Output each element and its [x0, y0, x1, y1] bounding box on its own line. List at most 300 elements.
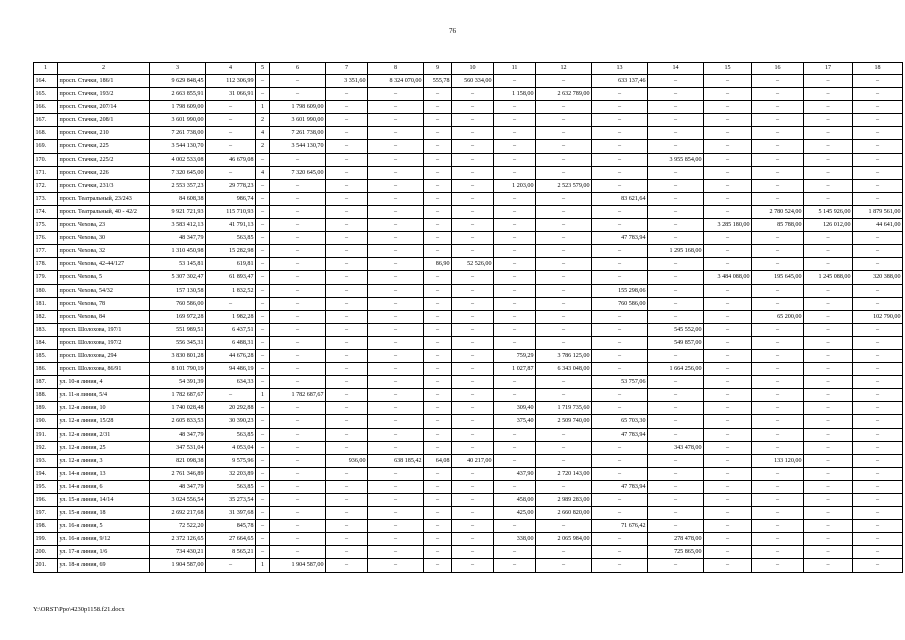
value-cell: – [853, 441, 903, 454]
value-cell: 1 904 587,00 [150, 559, 206, 572]
value-cell: 102 790,00 [853, 310, 903, 323]
address-cell: просп. Стачки, 207/14 [58, 101, 150, 114]
value-cell: – [648, 389, 704, 402]
value-cell: – [368, 88, 424, 101]
address-cell: ул. 11-я линия, 5/4 [58, 389, 150, 402]
value-cell: 4 [256, 166, 270, 179]
value-cell: – [452, 101, 494, 114]
value-cell: 545 552,00 [648, 323, 704, 336]
value-cell: – [270, 179, 326, 192]
value-cell: – [452, 310, 494, 323]
value-cell: – [494, 559, 536, 572]
value-cell: – [648, 480, 704, 493]
table-row [34, 232, 903, 245]
table-row [34, 480, 903, 493]
value-cell: 40 217,00 [452, 454, 494, 467]
value-cell: – [536, 271, 592, 284]
row-number-cell: 194. [34, 467, 58, 480]
value-cell: – [368, 140, 424, 153]
value-cell: 29 778,23 [206, 179, 256, 192]
value-cell: – [804, 284, 853, 297]
value-cell: – [752, 101, 804, 114]
value-cell: – [256, 520, 270, 533]
value-cell: – [592, 441, 648, 454]
column-number-11: 11 [494, 63, 536, 75]
value-cell: – [270, 297, 326, 310]
address-cell: ул. 12-я линия, 10 [58, 402, 150, 415]
value-cell: – [424, 232, 452, 245]
address-cell: просп. Чехова, 84 [58, 310, 150, 323]
value-cell: – [704, 153, 752, 166]
table-row [34, 520, 903, 533]
address-cell: просп. Театральный, 23/243 [58, 192, 150, 205]
value-cell: 555,78 [424, 75, 452, 88]
value-cell: – [494, 101, 536, 114]
value-cell: – [494, 166, 536, 179]
value-cell: 84 608,38 [150, 192, 206, 205]
value-cell: – [752, 389, 804, 402]
row-number-cell: 195. [34, 480, 58, 493]
address-cell: просп. Стачки, 225/2 [58, 153, 150, 166]
value-cell: – [704, 415, 752, 428]
value-cell: – [536, 101, 592, 114]
address-cell: ул. 14-я линия, 13 [58, 467, 150, 480]
value-cell: 760 586,00 [592, 297, 648, 310]
value-cell: – [368, 205, 424, 218]
value-cell: – [256, 533, 270, 546]
value-cell: 3 601 990,00 [270, 114, 326, 127]
value-cell: – [853, 376, 903, 389]
value-cell: – [256, 179, 270, 192]
value-cell: 94 486,19 [206, 363, 256, 376]
value-cell: – [804, 75, 853, 88]
value-cell: – [452, 232, 494, 245]
value-cell: – [853, 323, 903, 336]
value-cell: – [592, 179, 648, 192]
value-cell: – [804, 428, 853, 441]
value-cell: – [853, 480, 903, 493]
address-cell: ул. 12-я линия, 15/28 [58, 415, 150, 428]
address-cell: просп. Чехова, 78 [58, 297, 150, 310]
table-row [34, 127, 903, 140]
value-cell: – [494, 336, 536, 349]
value-cell: 338,00 [494, 533, 536, 546]
value-cell: – [424, 402, 452, 415]
value-cell: – [536, 114, 592, 127]
value-cell: – [804, 363, 853, 376]
value-cell: 1 904 587,00 [270, 559, 326, 572]
row-number-cell: 169. [34, 140, 58, 153]
value-cell: – [270, 494, 326, 507]
value-cell: 1 [256, 559, 270, 572]
address-cell: просп. Чехова, 42-44/127 [58, 258, 150, 271]
value-cell: 845,78 [206, 520, 256, 533]
value-cell: – [256, 75, 270, 88]
value-cell: 8 101 790,19 [150, 363, 206, 376]
value-cell: 1 664 256,00 [648, 363, 704, 376]
table-row [34, 376, 903, 389]
value-cell: – [424, 507, 452, 520]
value-cell: 52 526,00 [452, 258, 494, 271]
value-cell: – [804, 166, 853, 179]
value-cell: – [853, 467, 903, 480]
value-cell: – [648, 467, 704, 480]
value-cell: 9 629 848,45 [150, 75, 206, 88]
value-cell: 115 710,93 [206, 205, 256, 218]
value-cell: – [256, 402, 270, 415]
value-cell: – [704, 88, 752, 101]
value-cell: – [368, 192, 424, 205]
value-cell: 619,81 [206, 258, 256, 271]
table-row [34, 467, 903, 480]
table-row [34, 494, 903, 507]
value-cell: 4 002 533,08 [150, 153, 206, 166]
value-cell: 725 865,00 [648, 546, 704, 559]
value-cell: – [704, 428, 752, 441]
row-number-cell: 175. [34, 219, 58, 232]
value-cell: – [452, 192, 494, 205]
value-cell: – [326, 546, 368, 559]
table-row [34, 349, 903, 362]
value-cell: 278 478,00 [648, 533, 704, 546]
value-cell: – [270, 376, 326, 389]
value-cell: – [256, 546, 270, 559]
value-cell: – [326, 428, 368, 441]
value-cell: – [368, 415, 424, 428]
value-cell: – [256, 323, 270, 336]
value-cell: – [648, 205, 704, 218]
value-cell: – [270, 441, 326, 454]
value-cell: – [804, 494, 853, 507]
value-cell: – [452, 166, 494, 179]
value-cell: – [368, 271, 424, 284]
value-cell: 425,00 [494, 507, 536, 520]
value-cell: 126 012,00 [804, 219, 853, 232]
value-cell: – [326, 415, 368, 428]
value-cell: – [853, 75, 903, 88]
value-cell: – [368, 441, 424, 454]
value-cell: 3 955 854,00 [648, 153, 704, 166]
value-cell: – [494, 258, 536, 271]
value-cell: – [648, 88, 704, 101]
row-number-cell: 184. [34, 336, 58, 349]
value-cell: – [424, 441, 452, 454]
value-cell: – [592, 127, 648, 140]
value-cell: – [752, 336, 804, 349]
value-cell: – [270, 192, 326, 205]
value-cell: – [704, 520, 752, 533]
value-cell: 1 310 450,98 [150, 245, 206, 258]
value-cell: – [326, 559, 368, 572]
value-cell: – [368, 533, 424, 546]
value-cell: 3 544 130,70 [270, 140, 326, 153]
value-cell: – [648, 520, 704, 533]
value-cell: – [270, 520, 326, 533]
value-cell: – [752, 533, 804, 546]
value-cell: – [704, 75, 752, 88]
value-cell: – [256, 258, 270, 271]
value-cell: 2 523 579,00 [536, 179, 592, 192]
row-number-cell: 190. [34, 415, 58, 428]
value-cell: – [326, 349, 368, 362]
value-cell: – [424, 480, 452, 493]
value-cell: – [648, 192, 704, 205]
value-cell: – [704, 284, 752, 297]
value-cell: – [592, 258, 648, 271]
value-cell: – [424, 297, 452, 310]
value-cell: – [704, 336, 752, 349]
value-cell: – [648, 297, 704, 310]
value-cell: – [368, 559, 424, 572]
value-cell: – [804, 533, 853, 546]
value-cell: – [648, 415, 704, 428]
value-cell: – [704, 179, 752, 192]
value-cell: – [256, 245, 270, 258]
value-cell: 1 782 687,67 [150, 389, 206, 402]
row-number-cell: 164. [34, 75, 58, 88]
value-cell: 41 791,13 [206, 219, 256, 232]
value-cell: 2 660 820,00 [536, 507, 592, 520]
value-cell: – [704, 389, 752, 402]
value-cell: – [704, 310, 752, 323]
row-number-cell: 197. [34, 507, 58, 520]
value-cell: – [256, 415, 270, 428]
value-cell: – [494, 271, 536, 284]
column-number-15: 15 [704, 63, 752, 75]
value-cell: 759,29 [494, 349, 536, 362]
value-cell: – [494, 140, 536, 153]
value-cell: – [326, 101, 368, 114]
value-cell: 4 053,04 [206, 441, 256, 454]
value-cell: – [424, 179, 452, 192]
value-cell: – [452, 88, 494, 101]
value-cell: – [256, 153, 270, 166]
value-cell: – [536, 258, 592, 271]
address-cell: просп. Стачки, 225 [58, 140, 150, 153]
value-cell: – [752, 127, 804, 140]
address-cell: просп. Стачки, 210 [58, 127, 150, 140]
value-cell: – [752, 245, 804, 258]
value-cell: – [853, 415, 903, 428]
value-cell: – [536, 428, 592, 441]
value-cell: – [368, 428, 424, 441]
value-cell: 72 522,20 [150, 520, 206, 533]
value-cell: – [270, 88, 326, 101]
value-cell: – [256, 219, 270, 232]
value-cell: 30 390,23 [206, 415, 256, 428]
value-cell: – [424, 310, 452, 323]
value-cell: 155 298,06 [592, 284, 648, 297]
value-cell: – [752, 323, 804, 336]
value-cell: – [326, 127, 368, 140]
column-number-6: 6 [270, 63, 326, 75]
value-cell: – [853, 363, 903, 376]
value-cell: – [270, 219, 326, 232]
value-cell: – [368, 153, 424, 166]
row-number-cell: 181. [34, 297, 58, 310]
value-cell: – [536, 323, 592, 336]
value-cell: 2 692 217,68 [150, 507, 206, 520]
value-cell: – [804, 480, 853, 493]
value-cell: – [256, 454, 270, 467]
value-cell: – [648, 140, 704, 153]
value-cell: – [804, 389, 853, 402]
address-cell: просп. Театральный, 40 - 42/2 [58, 205, 150, 218]
value-cell: 2 605 833,53 [150, 415, 206, 428]
value-cell: – [424, 428, 452, 441]
value-cell: 1 295 168,00 [648, 245, 704, 258]
table-row [34, 389, 903, 402]
value-cell: – [536, 75, 592, 88]
value-cell: – [853, 232, 903, 245]
value-cell: – [270, 232, 326, 245]
address-cell: просп. Шолохова, 294 [58, 349, 150, 362]
value-cell: – [368, 467, 424, 480]
value-cell: 48 347,79 [150, 428, 206, 441]
value-cell: – [853, 166, 903, 179]
address-cell: ул. 15-я линия, 14/14 [58, 494, 150, 507]
value-cell: – [368, 546, 424, 559]
value-cell: 549 857,00 [648, 336, 704, 349]
value-cell: – [648, 559, 704, 572]
column-number-12: 12 [536, 63, 592, 75]
value-cell: – [270, 480, 326, 493]
column-number-16: 16 [752, 63, 804, 75]
value-cell: – [326, 232, 368, 245]
value-cell: – [368, 507, 424, 520]
value-cell: – [704, 297, 752, 310]
value-cell: – [536, 454, 592, 467]
value-cell: – [592, 271, 648, 284]
value-cell: – [704, 192, 752, 205]
address-cell: просп. Чехова, 54/32 [58, 284, 150, 297]
value-cell: – [592, 349, 648, 362]
value-cell: – [270, 533, 326, 546]
value-cell: – [270, 271, 326, 284]
value-cell: 9 575,96 [206, 454, 256, 467]
value-cell: – [256, 349, 270, 362]
value-cell: 1 798 609,00 [150, 101, 206, 114]
table-row [34, 310, 903, 323]
table-row [34, 153, 903, 166]
table-row [34, 402, 903, 415]
value-cell: – [536, 140, 592, 153]
address-cell: просп. Стачки, 186/1 [58, 75, 150, 88]
table-row [34, 441, 903, 454]
value-cell: – [424, 520, 452, 533]
value-cell: – [270, 546, 326, 559]
address-cell: просп. Чехова, 5 [58, 271, 150, 284]
value-cell: – [326, 258, 368, 271]
value-cell: 47 783,94 [592, 428, 648, 441]
value-cell: – [592, 467, 648, 480]
value-cell: – [494, 114, 536, 127]
value-cell: – [256, 205, 270, 218]
value-cell: – [424, 271, 452, 284]
value-cell: – [592, 140, 648, 153]
value-cell: – [368, 101, 424, 114]
value-cell: – [452, 389, 494, 402]
value-cell: – [326, 192, 368, 205]
value-cell: – [494, 232, 536, 245]
value-cell: – [494, 389, 536, 402]
value-cell: 2 [256, 140, 270, 153]
value-cell: – [648, 507, 704, 520]
value-cell: – [648, 284, 704, 297]
value-cell: – [326, 363, 368, 376]
address-cell: ул. 17-я линия, 1/6 [58, 546, 150, 559]
value-cell: 1 782 687,67 [270, 389, 326, 402]
value-cell: – [704, 363, 752, 376]
value-cell: – [592, 546, 648, 559]
value-cell: – [326, 114, 368, 127]
value-cell: – [853, 520, 903, 533]
value-cell: 3 786 125,00 [536, 349, 592, 362]
value-cell: 2 509 740,00 [536, 415, 592, 428]
value-cell: 47 783,94 [592, 232, 648, 245]
value-cell: – [494, 205, 536, 218]
value-cell: – [452, 376, 494, 389]
value-cell: – [368, 323, 424, 336]
value-cell: – [853, 507, 903, 520]
value-cell: – [536, 297, 592, 310]
value-cell: – [256, 336, 270, 349]
value-cell: – [368, 219, 424, 232]
value-cell: 86,90 [424, 258, 452, 271]
value-cell: – [452, 179, 494, 192]
table-row [34, 415, 903, 428]
value-cell: – [536, 389, 592, 402]
value-cell: – [752, 376, 804, 389]
value-cell: – [648, 179, 704, 192]
address-cell: просп. Шолохова, 197/1 [58, 323, 150, 336]
row-number-cell: 165. [34, 88, 58, 101]
value-cell: 1 740 028,48 [150, 402, 206, 415]
value-cell: – [424, 559, 452, 572]
value-cell: – [494, 441, 536, 454]
value-cell: 2 [256, 114, 270, 127]
value-cell: – [494, 546, 536, 559]
value-cell: – [752, 297, 804, 310]
value-cell: – [494, 297, 536, 310]
value-cell: 1 832,52 [206, 284, 256, 297]
value-cell: – [752, 258, 804, 271]
value-cell: – [536, 219, 592, 232]
value-cell: – [368, 114, 424, 127]
value-cell: – [804, 258, 853, 271]
value-cell: 1 158,00 [494, 88, 536, 101]
value-cell: – [804, 310, 853, 323]
value-cell: – [326, 179, 368, 192]
value-cell: – [452, 114, 494, 127]
value-cell: – [752, 363, 804, 376]
value-cell: – [368, 179, 424, 192]
row-number-cell: 186. [34, 363, 58, 376]
value-cell: – [804, 520, 853, 533]
table-row [34, 546, 903, 559]
value-cell: 65 703,30 [592, 415, 648, 428]
value-cell: – [648, 494, 704, 507]
value-cell: – [256, 88, 270, 101]
table-row [34, 454, 903, 467]
value-cell: 3 544 130,70 [150, 140, 206, 153]
value-cell: – [424, 245, 452, 258]
value-cell: 15 282,98 [206, 245, 256, 258]
value-cell: – [368, 284, 424, 297]
value-cell: – [752, 284, 804, 297]
value-cell: 61 893,47 [206, 271, 256, 284]
value-cell: – [424, 376, 452, 389]
